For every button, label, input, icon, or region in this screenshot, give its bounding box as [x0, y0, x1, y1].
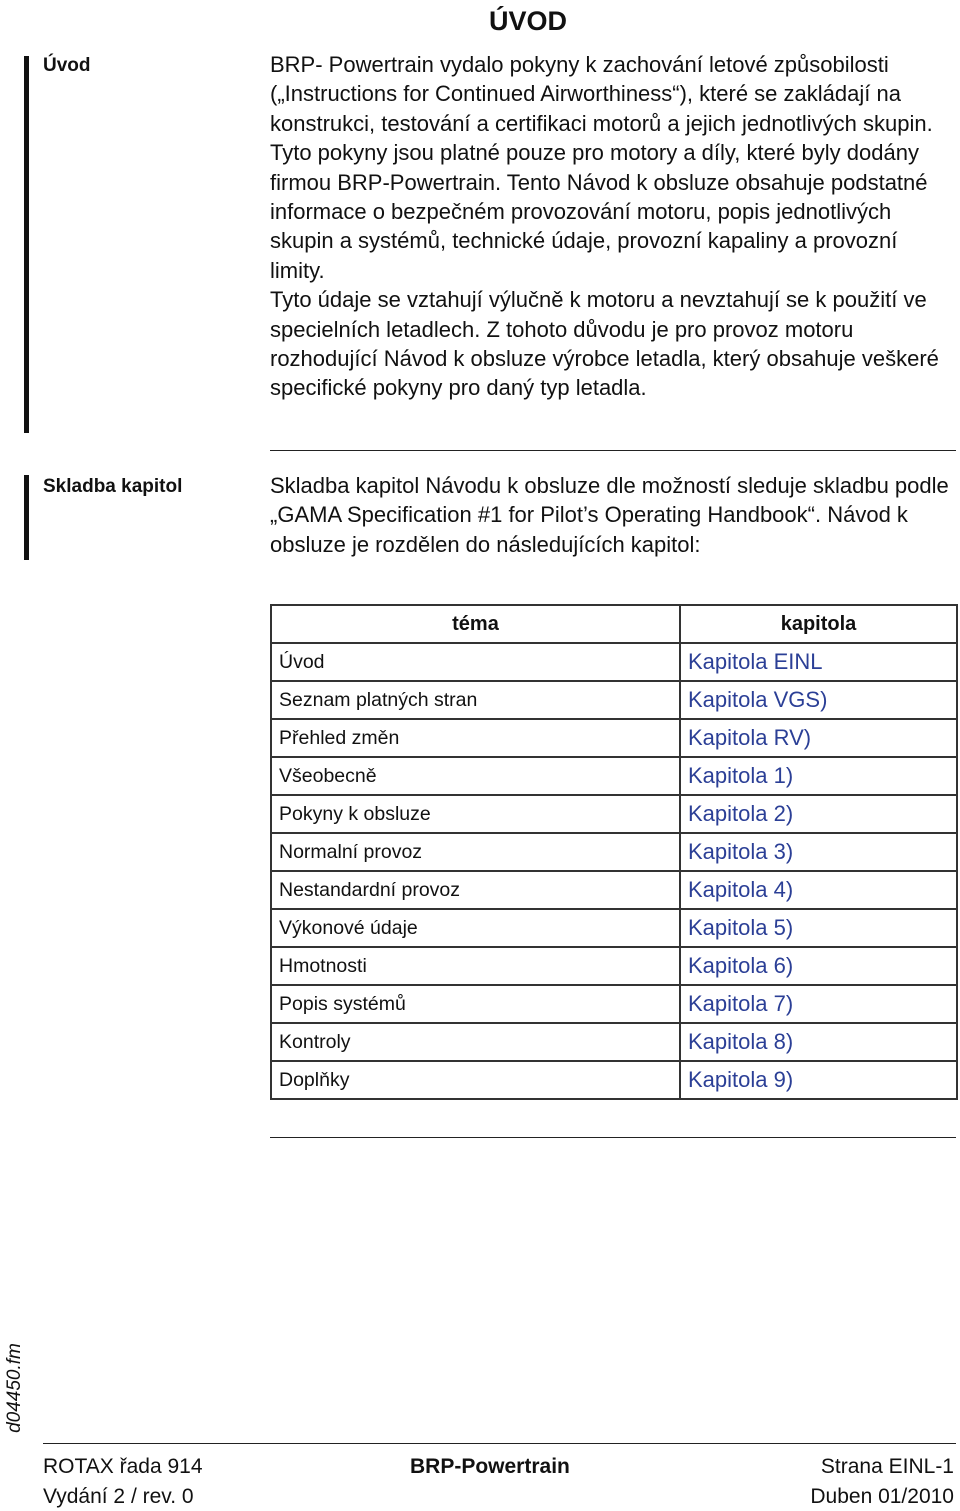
section-label-intro: Úvod: [43, 55, 91, 76]
chapter-link[interactable]: Kapitola 4): [680, 871, 957, 909]
table-row: [271, 1023, 957, 1061]
footer-center: BRP-Powertrain: [410, 1455, 570, 1478]
chapter-link[interactable]: Kapitola 6): [680, 947, 957, 985]
chapter-link[interactable]: Kapitola 3): [680, 833, 957, 871]
chapter-link[interactable]: Kapitola 2): [680, 795, 957, 833]
chapter-link[interactable]: Kapitola 9): [680, 1061, 957, 1099]
table-row: [271, 795, 957, 833]
topic-cell: Nestandardní provoz: [271, 871, 680, 909]
table-header-row: [271, 605, 957, 643]
footer-right-line2: Duben 01/2010: [810, 1485, 954, 1508]
table-row: [271, 681, 957, 719]
table-row: [271, 1061, 957, 1099]
intro-paragraph-2: Tyto pokyny jsou platné pouze pro motory a díly, které byly dodány firmou BRP-Powertrain. Tento Návod k obsluze obsahuje podstatné informace o bezpečném provozování motoru, popis jednotlivých skupin a systémů, technické údaje, provozní kapaliny a provozní limity.: [270, 140, 928, 283]
file-id-text: d04450.fm: [4, 1343, 26, 1433]
change-bar-intro: [24, 56, 29, 433]
topic-cell: Přehled změn: [271, 719, 680, 757]
intro-paragraph-3: Tyto údaje se vztahují výlučně k motoru a nevztahují se k použití ve specielních letadlech. Z tohoto důvodu je pro provoz motoru rozhodující Návod k obsluze výrobce letadla, který obsahuje veškeré specifické pokyny pro daný typ letadla.: [270, 287, 939, 401]
chapter-link[interactable]: Kapitola 7): [680, 985, 957, 1023]
section-divider: [270, 450, 956, 451]
chapter-link[interactable]: Kapitola EINL: [680, 643, 957, 681]
chapter-link[interactable]: Kapitola RV): [680, 719, 957, 757]
footer-right-line1: Strana EINL-1: [820, 1455, 954, 1478]
intro-text: [270, 50, 956, 403]
footer-rule: [43, 1443, 956, 1444]
intro-paragraph-1: BRP- Powertrain vydalo pokyny k zachování letové způsobilosti („Instructions for Continued Airworthiness“), které se zakládají na konstrukci, testování a certifikaci motorů a jejich jednotlivých skupin.: [270, 52, 933, 136]
topic-cell: Pokyny k obsluze: [271, 795, 680, 833]
topic-cell: Všeobecně: [271, 757, 680, 795]
chapter-link[interactable]: Kapitola 8): [680, 1023, 957, 1061]
table-row: [271, 833, 957, 871]
topic-cell: Kontroly: [271, 1023, 680, 1061]
footer-left-line1: ROTAX řada 914: [43, 1455, 203, 1478]
change-bar-chapters: [24, 475, 29, 560]
topic-cell: Úvod: [271, 643, 680, 681]
table-row: [271, 909, 957, 947]
chapters-paragraph: Skladba kapitol Návodu k obsluze dle možností sleduje skladbu podle „GAMA Specification #1 for Pilot’s Operating Handbook“. Návod k obsluze je rozdělen do následujících kapitol:: [270, 473, 949, 557]
page-title: ÚVOD: [488, 6, 567, 36]
table-bottom-rule: [270, 1137, 956, 1138]
header-chapter: kapitola: [680, 605, 957, 643]
topic-cell: Hmotnosti: [271, 947, 680, 985]
table-row: [271, 947, 957, 985]
chapters-table: [270, 604, 958, 1100]
chapter-link[interactable]: Kapitola 1): [680, 757, 957, 795]
chapter-link[interactable]: Kapitola VGS): [680, 681, 957, 719]
topic-cell: Normalní provoz: [271, 833, 680, 871]
topic-cell: Seznam platných stran: [271, 681, 680, 719]
table-row: [271, 871, 957, 909]
table-row: [271, 757, 957, 795]
chapter-link[interactable]: Kapitola 5): [680, 909, 957, 947]
table-row: [271, 643, 957, 681]
section-label-chapters: Skladba kapitol: [43, 476, 183, 497]
topic-cell: Popis systémů: [271, 985, 680, 1023]
file-id: [0, 1333, 30, 1443]
table-row: [271, 985, 957, 1023]
footer-left-line2: Vydání 2 / rev. 0: [43, 1485, 194, 1508]
header-topic: téma: [271, 605, 680, 643]
topic-cell: Výkonové údaje: [271, 909, 680, 947]
table-row: [271, 719, 957, 757]
topic-cell: Doplňky: [271, 1061, 680, 1099]
chapters-text: [270, 471, 956, 559]
